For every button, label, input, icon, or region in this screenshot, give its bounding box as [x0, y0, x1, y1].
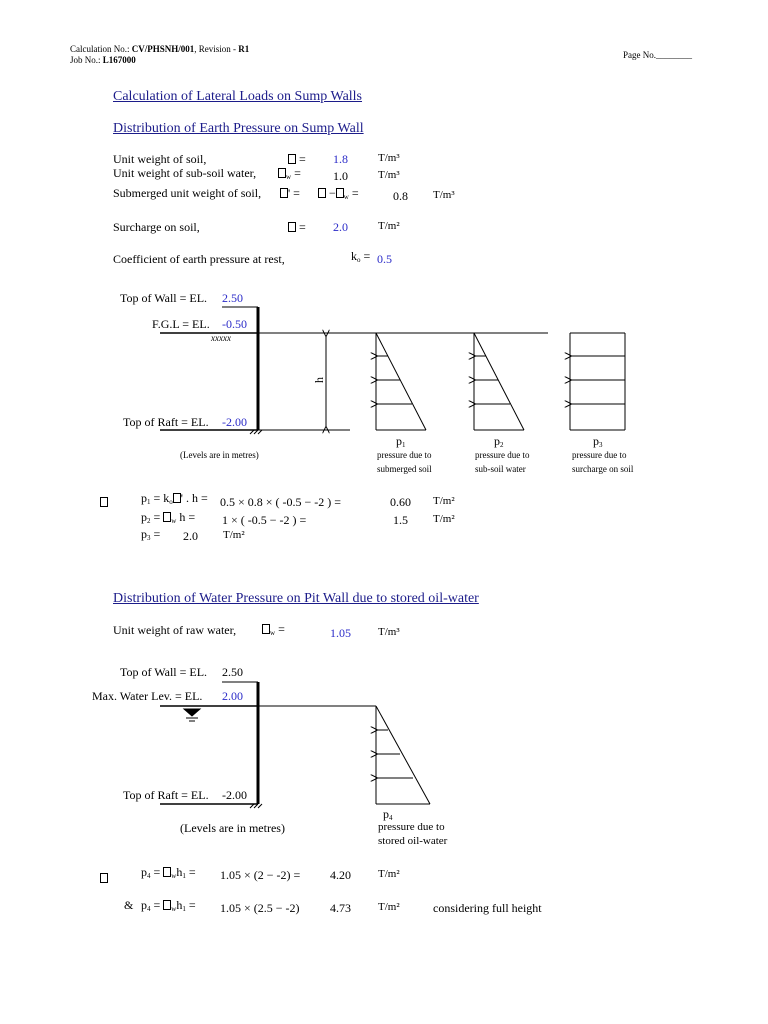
- fgl-value: -0.50: [222, 317, 247, 331]
- page-title: Calculation of Lateral Loads on Sump Walls: [113, 89, 363, 104]
- water-level-icon: [184, 709, 200, 716]
- p4-full-unit: T/m²: [378, 901, 400, 913]
- p4-full-equation-lhs: $p_4 = _wh_1$ =: [141, 898, 196, 913]
- and-symbol: &: [124, 898, 134, 912]
- surcharge-value: 2.0: [333, 220, 348, 234]
- surcharge-label: Surcharge on soil,: [113, 220, 200, 234]
- water-weight-value: 1.0: [333, 169, 348, 183]
- raw-water-label: Unit weight of raw water,: [113, 623, 237, 637]
- p4-expression: 1.05 × (2 − -2) =: [220, 868, 301, 882]
- top-of-raft-value: -2.00: [222, 415, 247, 429]
- top-of-wall-value: 2.50: [222, 291, 243, 305]
- levels-note: (Levels are in metres): [180, 450, 259, 460]
- top-of-wall-label-2: Top of Wall = EL.: [120, 665, 208, 679]
- p4-full-expression: 1.05 × (2.5 − -2): [220, 901, 300, 915]
- submerged-weight-label: Submerged unit weight of soil,: [113, 186, 262, 200]
- page-number: Page No.________: [623, 50, 692, 60]
- p2-value: 1.5: [393, 513, 408, 527]
- submerged-weight-formula: − $_w$ =: [318, 187, 359, 201]
- p2-description-2: sub-soil water: [475, 464, 526, 474]
- p1-description-1: pressure due to: [377, 450, 432, 460]
- p4-unit: T/m²: [378, 868, 400, 880]
- soil-weight-symbol: =: [288, 153, 306, 165]
- p4-value: 4.20: [330, 868, 351, 882]
- water-weight-unit: T/m³: [378, 169, 400, 181]
- top-of-raft-value-2: -2.00: [222, 788, 247, 802]
- soil-weight-value: 1.8: [333, 152, 348, 166]
- earth-pressure-heading: Distribution of Earth Pressure on Sump Wall: [113, 121, 364, 136]
- k0-value: 0.5: [377, 252, 392, 266]
- p4-hypotenuse: [376, 706, 430, 804]
- p2-description-1: pressure due to: [475, 450, 530, 460]
- water-pressure-heading: Distribution of Water Pressure on Pit Wall due to stored oil-water: [113, 591, 479, 606]
- p3-description-1: pressure due to: [572, 450, 627, 460]
- top-of-wall-value-2: 2.50: [222, 665, 243, 679]
- fgl-label: F.G.L = EL.: [152, 317, 210, 331]
- max-water-level-label: Max. Water Lev. = EL.: [92, 689, 203, 703]
- p1-unit: T/m²: [433, 495, 455, 507]
- p1-equation-lhs: $p_1 = k_o$ ' . h =: [141, 491, 208, 506]
- p3-unit: T/m²: [223, 529, 245, 541]
- p4-full-value: 4.73: [330, 901, 351, 915]
- p3-label: $p_3$: [593, 434, 603, 449]
- p1-hypotenuse: [376, 333, 426, 430]
- surcharge-symbol: =: [288, 221, 306, 233]
- water-weight-symbol: $_w$ =: [278, 167, 301, 181]
- p4-equation-lhs: $p_4 = _wh_1$ =: [141, 865, 196, 880]
- height-label: h: [312, 377, 326, 383]
- p2-equation-lhs: $p_2 = _w$ h =: [141, 510, 196, 525]
- soil-weight-label: Unit weight of soil,: [113, 152, 207, 166]
- k0-label: Coefficient of earth pressure at rest,: [113, 252, 285, 266]
- calculation-number: Calculation No.: CV/PHSNH/001, Revision - R1: [70, 44, 250, 54]
- top-of-raft-label-2: Top of Raft = EL.: [123, 788, 209, 802]
- soil-weight-unit: T/m³: [378, 152, 400, 164]
- raw-water-unit: T/m³: [378, 626, 400, 638]
- k0-symbol: $k_o$ =: [351, 249, 371, 264]
- p4-description-1: pressure due to: [378, 821, 445, 833]
- full-height-note: considering full height: [433, 901, 542, 915]
- submerged-weight-symbol: ' =: [280, 187, 300, 199]
- p2-hypotenuse: [474, 333, 524, 430]
- p2-expression: 1 × ( -0.5 − -2 ) =: [222, 513, 307, 527]
- p1-expression: 0.5 × 0.8 × ( -0.5 − -2 ) =: [220, 495, 342, 509]
- top-of-wall-label: Top of Wall = EL.: [120, 291, 208, 305]
- max-water-level-value: 2.00: [222, 689, 243, 703]
- p1-description-2: submerged soil: [377, 464, 432, 474]
- water-weight-label: Unit weight of sub-soil water,: [113, 166, 257, 180]
- p2-unit: T/m²: [433, 513, 455, 525]
- p4-description-2: stored oil-water: [378, 835, 448, 847]
- submerged-weight-value: 0.8: [393, 189, 408, 203]
- p3-equation-lhs: $p_3$ =: [141, 527, 161, 542]
- submerged-weight-unit: T/m³: [433, 189, 455, 201]
- levels-note-2: (Levels are in metres): [180, 821, 285, 835]
- p2-label: $p_2$: [494, 434, 504, 449]
- raw-water-value: 1.05: [330, 626, 351, 640]
- job-number: Job No.: L167000: [70, 55, 136, 65]
- p3-description-2: surcharge on soil: [572, 464, 634, 474]
- raw-water-symbol: $_w$ =: [262, 623, 285, 637]
- top-of-raft-label: Top of Raft = EL.: [123, 415, 209, 429]
- ground-hatch: xxxxx: [211, 333, 231, 343]
- surcharge-unit: T/m²: [378, 220, 400, 232]
- p3-value: 2.0: [183, 529, 198, 543]
- p4-label: $p_4$: [383, 807, 393, 822]
- p1-label: $p_1$: [396, 434, 406, 449]
- p1-value: 0.60: [390, 495, 411, 509]
